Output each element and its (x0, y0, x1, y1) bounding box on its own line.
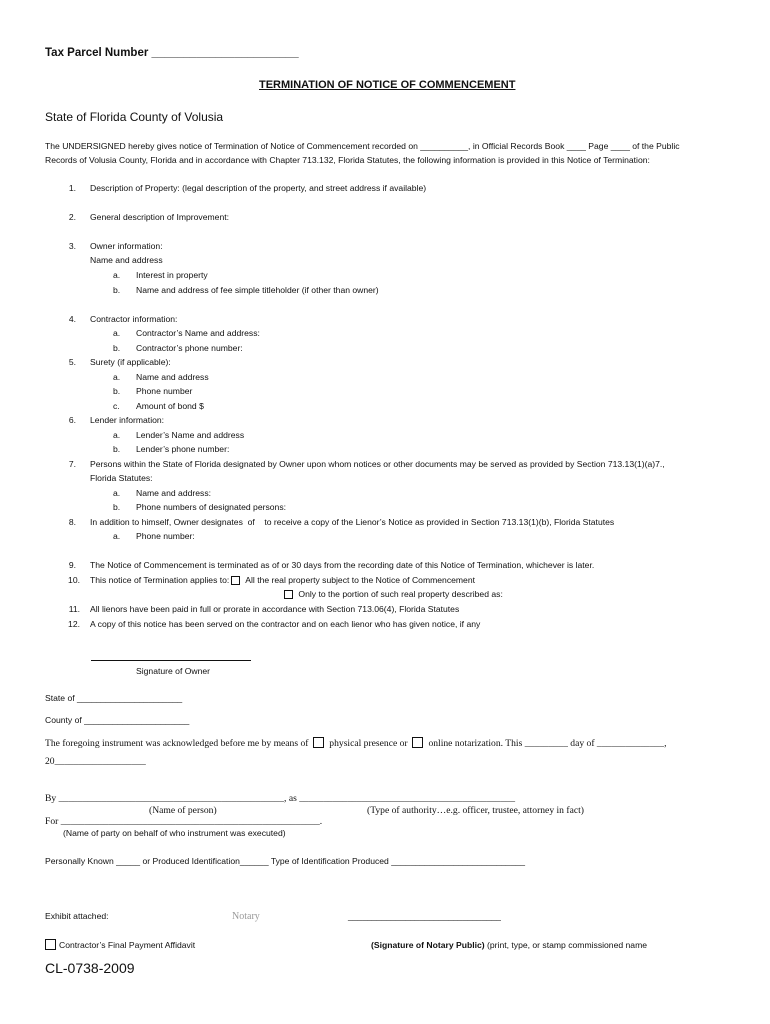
notary-signature-line[interactable]: ________________________________ (348, 911, 501, 921)
name-of-party-label: (Name of party on behalf of who instrument was executed) (63, 828, 286, 838)
item-7b-text: Phone numbers of designated persons: (136, 502, 287, 512)
item-3-text: Owner information: (90, 241, 163, 251)
final-payment-affidavit-label: Contractor’s Final Payment Affidavit (59, 940, 196, 950)
item-1-text: Description of Property: (legal description of the property, and street address if available) (90, 183, 427, 193)
notary-watermark: Notary (232, 911, 260, 922)
item-9-text: The Notice of Commencement is terminated as of or 30 days from the recording date of this Notice of Termination, whichever is later. (90, 560, 595, 570)
exhibit-attached-label: Exhibit attached: (45, 911, 109, 921)
item-8-text: In addition to himself, Owner designates of to receive a copy of the Lienor’s Notice as provided in Section 713.13(1)(b), Florida Statutes (90, 517, 615, 527)
item-7-text: Persons within the State of Florida designated by Owner upon whom notices or other documents may be served as provided by Section 713.13(1)(a)7., (90, 459, 665, 469)
item-5-number: 5. (68, 357, 76, 367)
all-property-label: All the real property subject to the Notice of Commencement (245, 575, 476, 585)
by-line[interactable]: By _______________________________________________, as _____________________________________________ (45, 793, 516, 804)
item-8a-text: Phone number: (136, 531, 195, 541)
portion-property-label: Only to the portion of such real property described as: (298, 589, 503, 599)
portion-property-checkbox[interactable] (284, 590, 293, 599)
item-5b-text: Phone number (136, 386, 193, 396)
item-4-number: 4. (68, 314, 76, 324)
item-4a-text: Contractor’s Name and address: (136, 328, 260, 338)
item-8-number: 8. (68, 517, 76, 527)
item-6a-text: Lender’s Name and address (136, 430, 245, 440)
item-1-number: 1. (68, 183, 76, 193)
item-5b-letter: b. (113, 386, 121, 396)
affidavit-row (45, 939, 195, 951)
item-6-number: 6. (68, 415, 76, 425)
county-of-field[interactable]: County of ______________________ (45, 715, 190, 725)
item-6a-letter: a. (113, 430, 121, 440)
item-3a-letter: a. (113, 270, 121, 280)
item-6-text: Lender information: (90, 415, 165, 425)
item-10-text: This notice of Termination applies to: All the real property subject to the Notice of Commencement (90, 575, 476, 585)
item-6b-text: Lender’s phone number: (136, 444, 230, 454)
item-2-number: 2. (68, 212, 76, 222)
item-5-text: Surety (if applicable): (90, 357, 171, 367)
for-line[interactable]: For ______________________________________________________. (45, 816, 323, 827)
document-title: TERMINATION OF NOTICE OF COMMENCEMENT (259, 79, 516, 91)
item-5a-text: Name and address (136, 372, 209, 382)
final-payment-affidavit-checkbox[interactable] (45, 939, 56, 950)
item-7a-letter: a. (113, 488, 121, 498)
physical-presence-checkbox[interactable] (313, 737, 324, 748)
name-of-person-label: (Name of person) (149, 805, 217, 816)
state-of-field[interactable]: State of ______________________ (45, 693, 183, 703)
online-notarization-checkbox[interactable] (412, 737, 423, 748)
item-3a-text: Interest in property (136, 270, 208, 280)
notary-signature-caption: (Signature of Notary Public) (print, type, or stamp commissioned name (371, 940, 648, 950)
item-3-text-2: Name and address (90, 255, 163, 265)
item-4b-text: Contractor’s phone number: (136, 343, 243, 353)
item-8a-letter: a. (113, 531, 121, 541)
item-4-text: Contractor information: (90, 314, 178, 324)
item-4a-letter: a. (113, 328, 121, 338)
year-field[interactable]: 20___________________ (45, 756, 146, 767)
item-6b-letter: b. (113, 444, 121, 454)
owner-signature-label: Signature of Owner (136, 666, 211, 676)
form-code: CL-0738-2009 (45, 960, 135, 976)
owner-signature-line[interactable] (91, 660, 251, 661)
item-9-number: 9. (68, 560, 76, 570)
item-3b-letter: b. (113, 285, 121, 295)
item-4b-letter: b. (113, 343, 121, 353)
identification-line[interactable]: Personally Known _____ or Produced Identification______ Type of Identification Produced ____________________________ (45, 856, 526, 866)
item-2-text: General description of Improvement: (90, 212, 229, 222)
item-3-number: 3. (68, 241, 76, 251)
all-property-checkbox[interactable] (231, 576, 240, 585)
item-3b-text: Name and address of fee simple titleholder (if other than owner) (136, 285, 379, 295)
portion-property-row (282, 589, 503, 600)
intro-line-2: Records of Volusia County, Florida and in accordance with Chapter 713.132, Florida Statutes, the following information is provided in this Notice of Termination: (45, 155, 650, 165)
item-7-number: 7. (68, 459, 76, 469)
state-county-heading: State of Florida County of Volusia (45, 110, 224, 124)
tax-parcel-label: Tax Parcel Number _______________________ (45, 47, 299, 59)
item-7a-text: Name and address: (136, 488, 211, 498)
type-of-authority-label: (Type of authority…e.g. officer, trustee, attorney in fact) (367, 805, 584, 816)
item-11-text: All lienors have been paid in full or prorate in accordance with Section 713.06(4), Florida Statutes (90, 604, 460, 614)
item-10-number: 10. (68, 575, 80, 585)
acknowledgement-line: The foregoing instrument was acknowledged before me by means of physical presence or online notarization. This _________ day of ______________, (45, 738, 667, 749)
item-12-text: A copy of this notice has been served on the contractor and on each lienor who has given notice, if any (90, 619, 481, 629)
item-7-text-2: Florida Statutes: (90, 473, 153, 483)
item-5c-letter: c. (113, 401, 120, 411)
item-7b-letter: b. (113, 502, 121, 512)
item-5a-letter: a. (113, 372, 121, 382)
item-12-number: 12. (68, 619, 80, 629)
tax-parcel-field[interactable]: _______________________ (151, 47, 299, 59)
item-11-number: 11. (68, 604, 80, 614)
item-5c-text: Amount of bond $ (136, 401, 204, 411)
intro-line-1: The UNDERSIGNED hereby gives notice of Termination of Notice of Commencement recorded on __________, in Official Records Book ____ Page ____ of the Public (45, 141, 680, 151)
